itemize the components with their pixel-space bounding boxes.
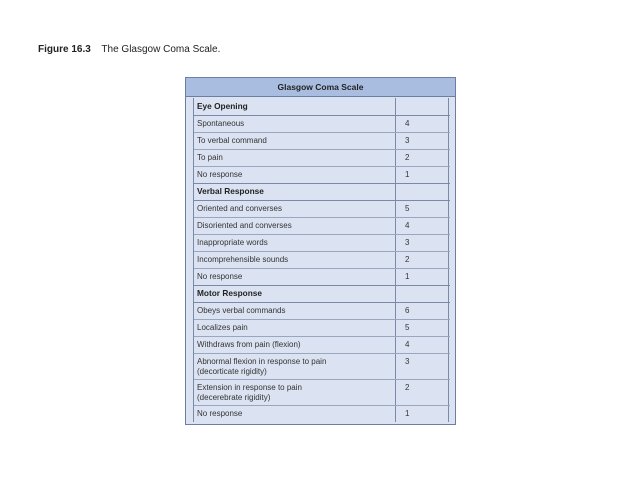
- table-row: [194, 149, 450, 167]
- table-row: [194, 234, 450, 252]
- table-row: [194, 353, 450, 380]
- criterion-label: No response: [197, 272, 243, 281]
- criterion-label: No response: [197, 170, 243, 179]
- table-row: [194, 302, 450, 320]
- score-value: 1: [405, 409, 410, 418]
- table-row: [194, 251, 450, 269]
- glasgow-coma-scale-table: [185, 77, 456, 425]
- score-value: 2: [405, 255, 410, 264]
- criterion-label: Withdraws from pain (flexion): [197, 340, 301, 349]
- score-value: 2: [405, 153, 410, 162]
- figure-number: Figure 16.3: [38, 44, 91, 55]
- table-title: Glasgow Coma Scale: [277, 82, 364, 92]
- score-value: 6: [405, 306, 410, 315]
- table-row: [194, 115, 450, 133]
- table-row: [194, 166, 450, 184]
- criterion-label: Obeys verbal commands: [197, 306, 286, 315]
- table-row: [194, 268, 450, 286]
- table-row: [194, 200, 450, 218]
- criterion-label: Disoriented and converses: [197, 221, 292, 230]
- table-row: [194, 336, 450, 354]
- criterion-label: To verbal command: [197, 136, 267, 145]
- criterion-label: Inappropriate words: [197, 238, 268, 247]
- table-header: [186, 78, 455, 97]
- section-heading: Eye Opening: [197, 101, 248, 111]
- score-value: 1: [405, 170, 410, 179]
- criterion-label: No response: [197, 409, 243, 418]
- table-row: [194, 405, 450, 422]
- score-value: 4: [405, 221, 410, 230]
- table-row: [194, 217, 450, 235]
- score-value: 5: [405, 323, 410, 332]
- criterion-label: Extension in response to pain: [197, 383, 302, 392]
- score-value: 5: [405, 204, 410, 213]
- criterion-label: Incomprehensible sounds: [197, 255, 289, 264]
- criterion-label: Localizes pain: [197, 323, 248, 332]
- figure-caption: [38, 44, 220, 55]
- criterion-label-line2: (decorticate rigidity): [197, 367, 267, 376]
- score-value: 4: [405, 119, 410, 128]
- score-value: 3: [405, 136, 410, 145]
- table-body: [193, 98, 449, 422]
- section-heading: Verbal Response: [197, 186, 264, 196]
- score-value: 2: [405, 383, 410, 392]
- criterion-label: Spontaneous: [197, 119, 245, 128]
- score-value: 1: [405, 272, 410, 281]
- section-heading-row: [194, 98, 450, 116]
- score-value: 3: [405, 238, 410, 247]
- criterion-label: Oriented and converses: [197, 204, 282, 213]
- section-heading: Motor Response: [197, 288, 262, 298]
- criterion-label: To pain: [197, 153, 223, 162]
- figure-caption-text: The Glasgow Coma Scale.: [101, 44, 221, 55]
- table-row: [194, 132, 450, 150]
- score-value: 4: [405, 340, 410, 349]
- criterion-label-line2: (decerebrate rigidity): [197, 393, 271, 402]
- criterion-label: Abnormal flexion in response to pain: [197, 357, 327, 366]
- section-heading-row: [194, 285, 450, 303]
- section-heading-row: [194, 183, 450, 201]
- score-value: 3: [405, 357, 410, 366]
- table-row: [194, 379, 450, 406]
- table-row: [194, 319, 450, 337]
